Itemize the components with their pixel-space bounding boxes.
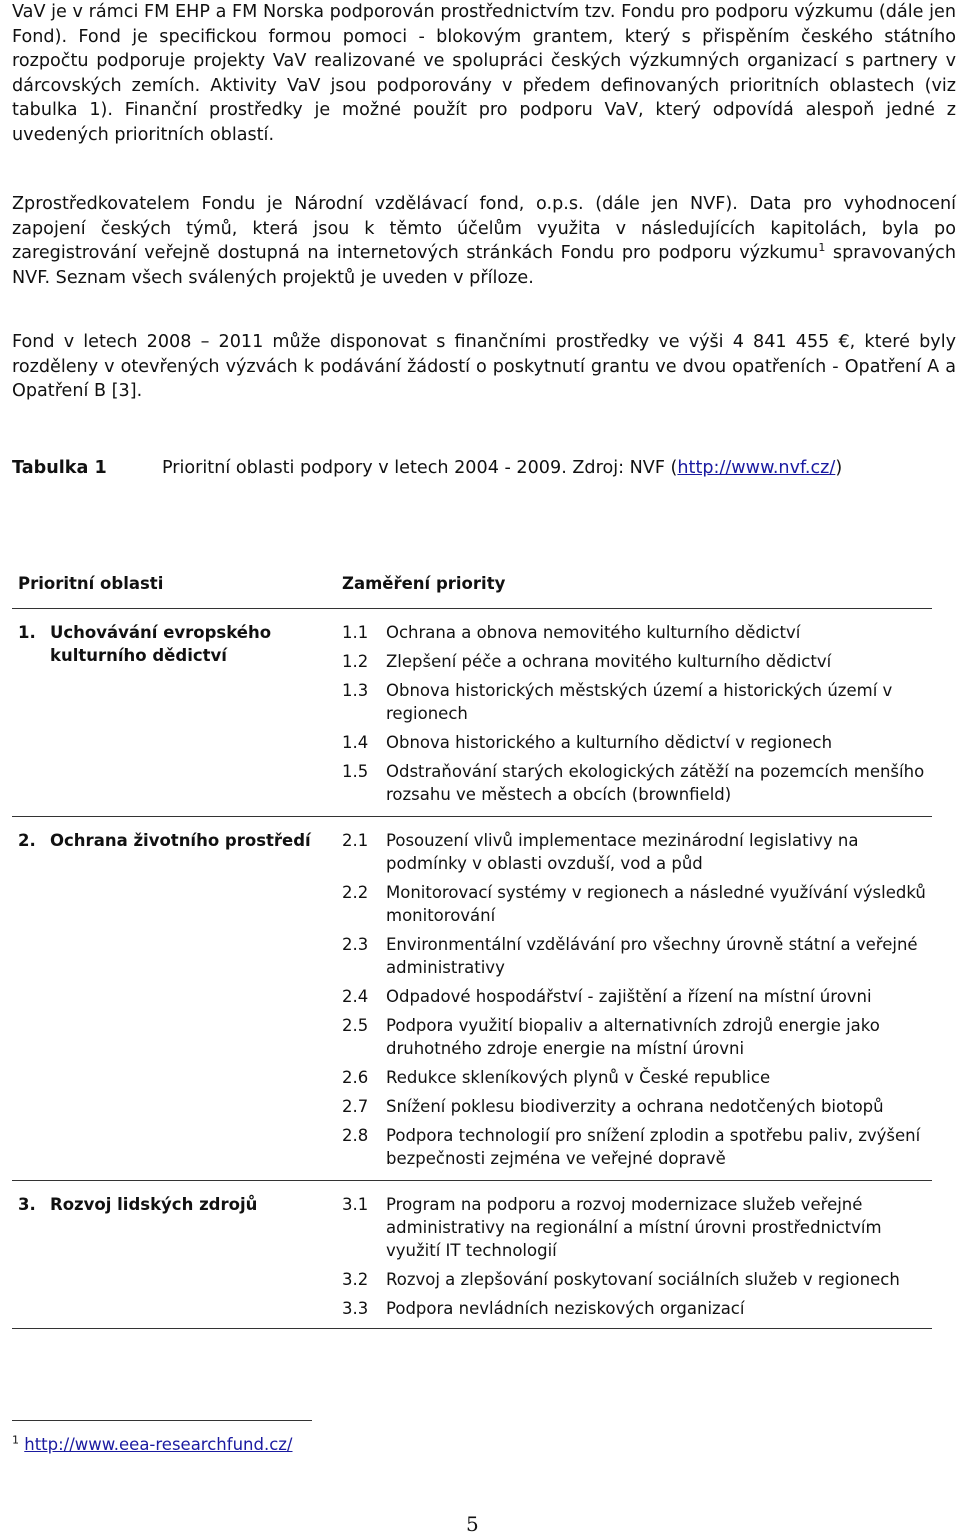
priority-item [342, 1193, 932, 1262]
priority-area-number: 1. [18, 623, 36, 642]
item-code: 1.5 [342, 762, 369, 781]
footnote-ref[interactable]: 1 [818, 241, 826, 255]
table-caption-close: ) [835, 458, 843, 478]
item-text: Environmentální vzdělávání pro všechny úrovně státní a veřejné administrativy [386, 935, 918, 977]
paragraph-funding: Fond v letech 2008 – 2011 může disponovat s finančními prostředky ve výši 4 841 455 €, které byly rozděleny v otevřených výzvách k podávání žádostí o poskytnutí grantu ve dvou opatřeních - Opatření A a Opatření B [3]. [12, 332, 956, 401]
item-code: 1.3 [342, 681, 369, 700]
item-text: Program na podporu a rozvoj modernizace služeb veřejné administrativy na regionální a místní úrovni prostřednictvím využití IT technologií [386, 1195, 882, 1260]
item-code: 2.4 [342, 987, 369, 1006]
item-code: 1.2 [342, 652, 369, 671]
priority-area-number: 3. [18, 1195, 36, 1214]
nvf-link[interactable]: http://www.nvf.cz/ [677, 458, 836, 478]
paragraph-nvf-text-end: spravovaných NVF. Seznam všech sválených projektů je uveden v příloze. [12, 243, 957, 288]
priority-area [18, 621, 328, 667]
item-text: Ochrana a obnova nemovitého kulturního dědictví [386, 623, 801, 642]
table-caption-title: Prioritní oblasti podpory v letech 2004 - 2009. Zdroj: NVF ( [162, 458, 678, 478]
item-code: 2.2 [342, 883, 369, 902]
header-priority-areas: Prioritní oblasti [18, 574, 164, 593]
item-text: Podpora nevládních neziskových organizací [386, 1299, 745, 1318]
footnote-separator [12, 1420, 312, 1421]
item-text: Odpadové hospodářství - zajištění a řízení na místní úrovni [386, 987, 872, 1006]
priority-item [342, 1268, 932, 1291]
priority-item [342, 1297, 932, 1320]
footnote [12, 1434, 293, 1456]
item-code: 1.4 [342, 733, 369, 752]
priority-area-name: Ochrana životního prostředí [50, 831, 311, 850]
priority-area [18, 1193, 328, 1216]
item-text: Obnova historického a kulturního dědictví v regionech [386, 733, 833, 752]
item-code: 2.3 [342, 935, 369, 954]
footnote-marker: 1 [12, 1433, 19, 1447]
priority-item [342, 760, 932, 806]
item-code: 2.7 [342, 1097, 369, 1116]
item-text: Posouzení vlivů implementace mezinárodní legislativy na podmínky v oblasti ovzduší, vod a půd [386, 831, 859, 873]
item-text: Monitorovací systémy v regionech a následné využívání výsledků monitorování [386, 883, 926, 925]
item-text: Redukce skleníkových plynů v České republice [386, 1068, 771, 1087]
item-code: 2.1 [342, 831, 369, 850]
priority-item [342, 881, 932, 927]
item-text: Odstraňování starých ekologických zátěží na pozemcích menšího rozsahu ve městech a obcích (brownfield) [386, 762, 925, 804]
paragraph-nvf [12, 192, 956, 290]
priority-area-number: 2. [18, 831, 36, 850]
priority-item [342, 829, 932, 875]
item-code: 3.1 [342, 1195, 369, 1214]
table-header [12, 570, 932, 608]
priority-item [342, 933, 932, 979]
item-text: Snížení poklesu biodiverzity a ochrana nedotčených biotopů [386, 1097, 884, 1116]
item-code: 1.1 [342, 623, 369, 642]
item-code: 3.3 [342, 1299, 369, 1318]
priority-item [342, 1066, 932, 1089]
priority-item [342, 1095, 932, 1118]
table-group [12, 609, 932, 816]
paragraph-nvf-text: Zprostředkovatelem Fondu je Národní vzdělávací fond, o.p.s. (dále jen NVF). Data pro vyhodnocení zapojení českých týmů, která jsou k těmto účelům využita v následujících kapitolách, byla po zaregistrování veřejně dostupná na internetových stránkách Fondu pro podporu výzkumu [12, 194, 956, 263]
priority-item [342, 679, 932, 725]
priority-item [342, 985, 932, 1008]
priority-area-name: Uchovávání evropského kulturního dědictví [50, 623, 272, 665]
priority-area-name: Rozvoj lidských zdrojů [50, 1195, 258, 1214]
item-text: Zlepšení péče a ochrana movitého kulturního dědictví [386, 652, 832, 671]
item-code: 2.8 [342, 1126, 369, 1145]
page-number: 5 [466, 1512, 479, 1536]
item-text: Rozvoj a zlepšování poskytovaní sociálních služeb v regionech [386, 1270, 900, 1289]
priority-area [18, 829, 328, 852]
priority-item [342, 1124, 932, 1170]
table-group [12, 1181, 932, 1328]
priority-items [342, 1193, 932, 1320]
priority-items [342, 829, 932, 1170]
priority-table [12, 570, 932, 1329]
table-caption-label: Tabulka 1 [12, 458, 107, 478]
item-text: Podpora využití biopaliv a alternativních zdrojů energie jako druhotného zdroje energie na místní úrovni [386, 1016, 880, 1058]
item-text: Obnova historických městských území a historických území v regionech [386, 681, 893, 723]
table-bottom-rule [12, 1328, 932, 1329]
priority-item [342, 621, 932, 644]
item-code: 3.2 [342, 1270, 369, 1289]
table-caption-text [162, 456, 952, 481]
priority-item [342, 650, 932, 673]
eea-researchfund-link[interactable]: http://www.eea-researchfund.cz/ [24, 1435, 293, 1454]
item-text: Podpora technologií pro snížení zplodin a spotřebu paliv, zvýšení bezpečnosti zejména ve veřejné dopravě [386, 1126, 921, 1168]
priority-item [342, 1014, 932, 1060]
paragraph-intro: VaV je v rámci FM EHP a FM Norska podporován prostřednictvím tzv. Fondu pro podporu výzkumu (dále jen Fond). Fond je specifickou formou pomoci - blokovým grantem, který s přispěním českého státního rozpočtu podporuje projekty VaV realizované ve spolupráci českých výzkumných organizací s partnery v dárcovských zemích. Aktivity VaV jsou podporovány v předem definovaných prioritních oblastech (viz tabulka 1). Finanční prostředky je možné použít pro podporu VaV, který odpovídá alespoň jedné z uvedených prioritních oblastí. [12, 2, 956, 145]
header-priority-focus: Zaměření priority [342, 574, 506, 593]
table-group [12, 817, 932, 1180]
item-code: 2.5 [342, 1016, 369, 1035]
priority-item [342, 731, 932, 754]
priority-items [342, 621, 932, 806]
item-code: 2.6 [342, 1068, 369, 1087]
